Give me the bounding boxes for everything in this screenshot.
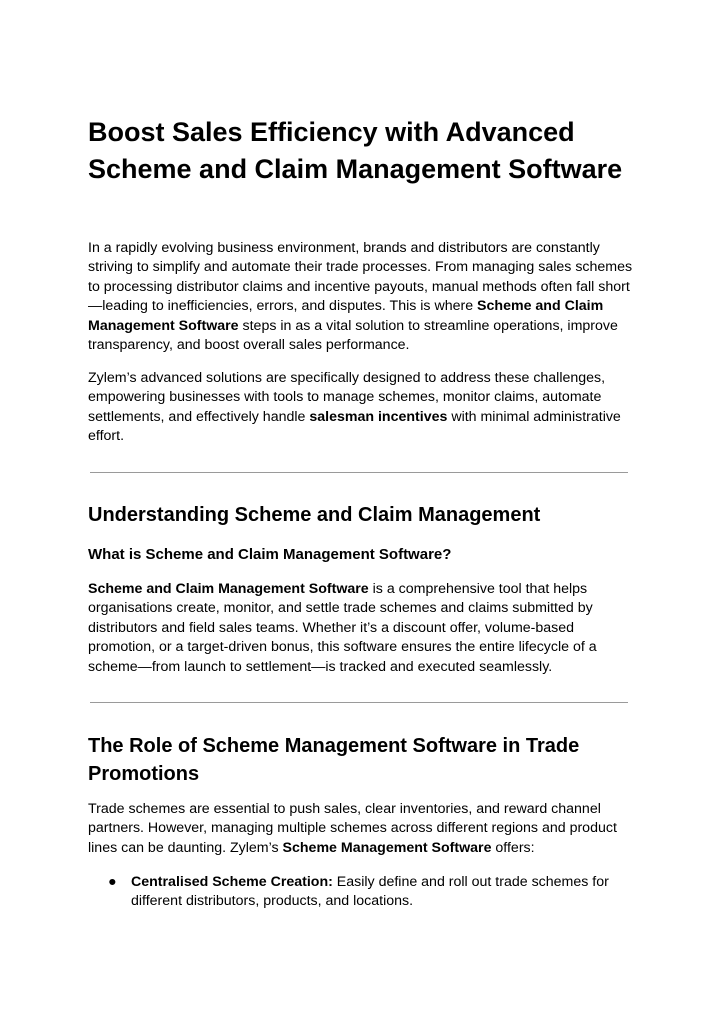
intro-text-2a: Zylem’s advanced solutions are specifically designed to address these challenges, empowering businesses with tools to manage schemes, monitor claims, automate settlements, and effectively handle (88, 370, 606, 425)
definition-paragraph (88, 580, 636, 677)
section-divider-2 (90, 702, 628, 703)
section-divider-1 (90, 472, 628, 473)
bullet-icon: ● (108, 874, 117, 890)
section-heading-understanding: Understanding Scheme and Claim Management (88, 504, 541, 526)
intro-bold-1: Scheme and Claim Management Software (88, 298, 604, 334)
intro-paragraph-2 (88, 369, 636, 447)
features-list (88, 873, 636, 912)
section-heading-role: The Role of Scheme Management Software in Trade Promotions (88, 735, 580, 785)
list-item (88, 873, 636, 912)
intro-text-2b: with minimal administrative effort. (88, 408, 621, 445)
intro-bold-2: salesman incentives (309, 408, 448, 425)
page-title: Boost Sales Efficiency with Advanced Scheme and Claim Management Software (88, 117, 623, 184)
list-item-bold: Centralised Scheme Creation: (131, 874, 333, 890)
definition-text: is a comprehensive tool that helps organisations create, monitor, and settle trade schemes and claims submitted by distributors and field sales teams. Whether it’s a discount offer, volume-based promotion, or a target-driven bonus, this software ensures the entire lifecycle of a scheme—from launch to settlement—is tracked and executed seamlessly. (88, 581, 597, 675)
role-paragraph (88, 800, 636, 858)
intro-paragraph-1 (88, 239, 636, 355)
role-text-a: Trade schemes are essential to push sales, clear inventories, and reward channel partners. However, managing multiple schemes across different regions and product lines can be daunting. Zylem’s (88, 801, 617, 856)
role-text-b: offers: (491, 839, 535, 856)
list-item-text: Easily define and roll out trade schemes for different distributors, products, and locations. (131, 874, 609, 910)
intro-text-1b: steps in as a vital solution to streamline operations, improve transparency, and boost overall sales performance. (88, 317, 618, 354)
definition-bold: Scheme and Claim Management Software (88, 581, 369, 597)
role-bold: Scheme Management Software (282, 839, 492, 856)
subheading-what-is: What is Scheme and Claim Management Software? (88, 546, 452, 563)
intro-text-1a: In a rapidly evolving business environment, brands and distributors are constantly striving to simplify and automate their trade processes. From managing sales schemes to processing distributor claims and incentive payouts, manual methods often fall short—leading to inefficiencies, errors, and disputes. This is where (88, 240, 633, 315)
